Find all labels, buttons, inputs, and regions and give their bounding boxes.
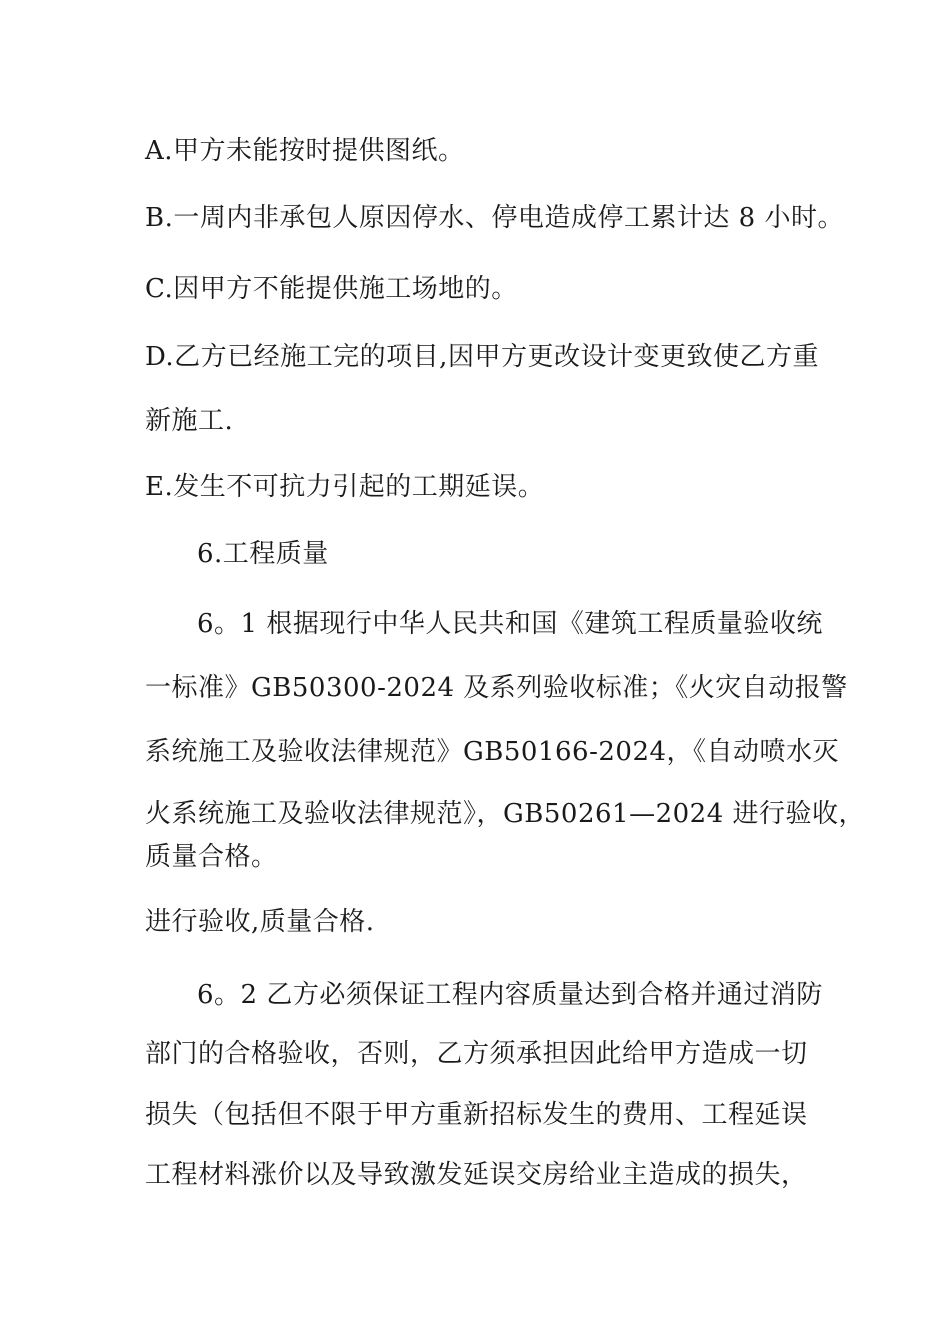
item-d-text-line1: D.乙方已经施工完的项目,因甲方更改设计变更致使乙方重 (145, 342, 819, 372)
item-c-text: C.因甲方不能提供施工场地的。 (145, 274, 518, 304)
clause-6-1-line5: 质量合格。 (145, 842, 278, 872)
item-e-text: E.发生不可抗力引起的工期延误。 (145, 472, 545, 502)
clause-6-2-line2: 部门的合格验收，否则，乙方须承担因此给甲方造成一切 (145, 1039, 808, 1069)
clause-6-1-line4: 火系统施工及验收法律规范》，GB50261—2024 进行验收， (145, 799, 866, 829)
item-a-text: A.甲方未能按时提供图纸。 (145, 136, 465, 166)
clause-6-2-line1: 6。2 乙方必须保证工程内容质量达到合格并通过消防 (197, 980, 823, 1010)
clause-6-1-line3: 系统施工及验收法律规范》GB50166-2024，《自动喷水灭 (145, 737, 840, 767)
section-heading-quality: 6.工程质量 (197, 539, 329, 569)
item-b-text: B.一周内非承包人原因停水、停电造成停工累计达 8 小时。 (145, 203, 844, 233)
clause-6-1-line2: 一标准》GB50300-2024 及系列验收标准；《火灾自动报警 (145, 673, 848, 703)
item-d-text-line2: 新施工. (145, 406, 234, 436)
clause-6-1-line1: 6。1 根据现行中华人民共和国《建筑工程质量验收统 (197, 609, 823, 639)
acceptance-note: 进行验收,质量合格. (145, 907, 375, 937)
clause-6-2-line4: 工程材料涨价以及导致激发延误交房给业主造成的损失， (145, 1160, 808, 1190)
clause-6-2-line3: 损失（包括但不限于甲方重新招标发生的费用、工程延误 (145, 1100, 808, 1130)
